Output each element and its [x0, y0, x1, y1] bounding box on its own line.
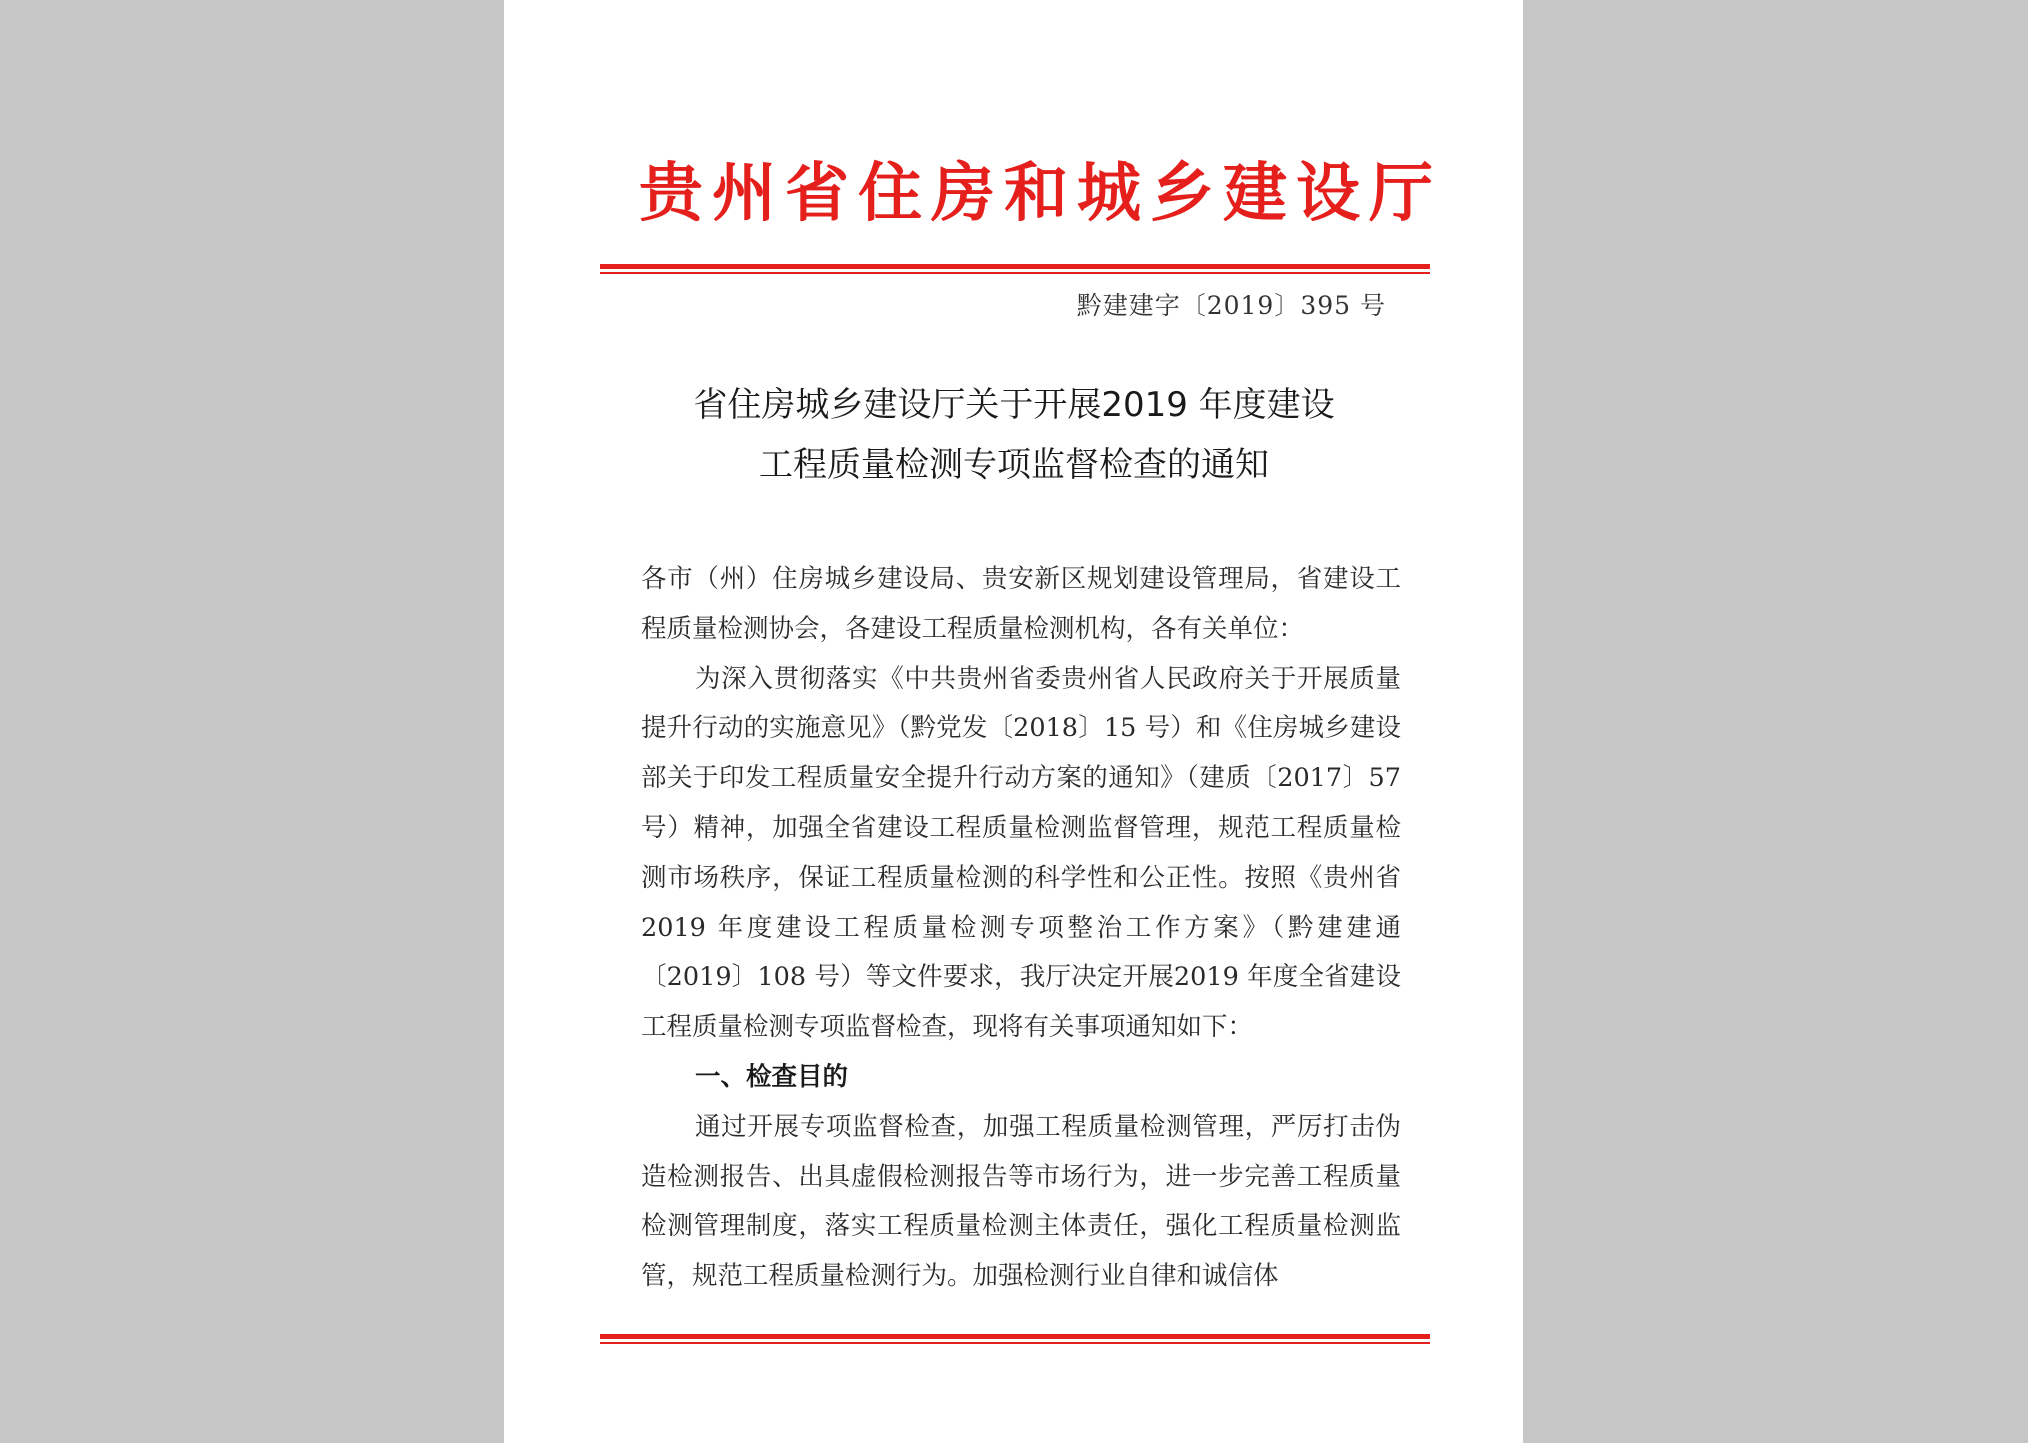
- document-number: 黔建建字〔2019〕395 号: [1076, 291, 1386, 320]
- notice-title: [614, 375, 1414, 495]
- header-rule-thin: [600, 272, 1430, 274]
- issuing-organization-title: 贵州省住房和城乡建设厅: [639, 156, 1442, 231]
- header-rule-thick: [600, 264, 1430, 269]
- intro-paragraph: 为深入贯彻落实《中共贵州省委贵州省人民政府关于开展质量提升行动的实施意见》（黔党发〔2018〕15 号）和《住房城乡建设部关于印发工程质量安全提升行动方案的通知》（建质〔2017〕57 号）精神，加强全省建设工程质量检测监督管理，规范工程质量检测市场秩序，保证工程质量检测的科学性和公正性。按照《贵州省2019 年度建设工程质量检测专项整治工作方案》（黔建建通〔2019〕108 号）等文件要求，我厅决定开展2019 年度全省建设工程质量检测专项监督检查，现将有关事项通知如下：: [641, 663, 1401, 1043]
- footer-red-rule: [600, 1334, 1430, 1344]
- section-heading: 一、检查目的: [695, 1061, 849, 1092]
- notice-title-line-2: 工程质量检测专项监督检查的通知: [759, 445, 1269, 485]
- notice-title-line-1: 省住房城乡建设厅关于开展2019 年度建设: [693, 385, 1335, 425]
- salutation: 各市（州）住房城乡建设局、贵安新区规划建设管理局，省建设工程质量检测协会，各建设工程质量检测机构，各有关单位：: [641, 564, 1401, 644]
- section-paragraph: 通过开展专项监督检查，加强工程质量检测管理，严厉打击伪造检测报告、出具虚假检测报告等市场行为，进一步完善工程质量检测管理制度，落实工程质量检测主体责任，强化工程质量检测监管，规范工程质量检测行为。加强检测行业自律和诚信体: [641, 1111, 1401, 1292]
- footer-rule-thick: [600, 1334, 1430, 1339]
- document-page: [504, 0, 1523, 1443]
- footer-rule-thin: [600, 1342, 1430, 1344]
- header-red-rule: [600, 264, 1430, 274]
- notice-body: [641, 555, 1401, 1302]
